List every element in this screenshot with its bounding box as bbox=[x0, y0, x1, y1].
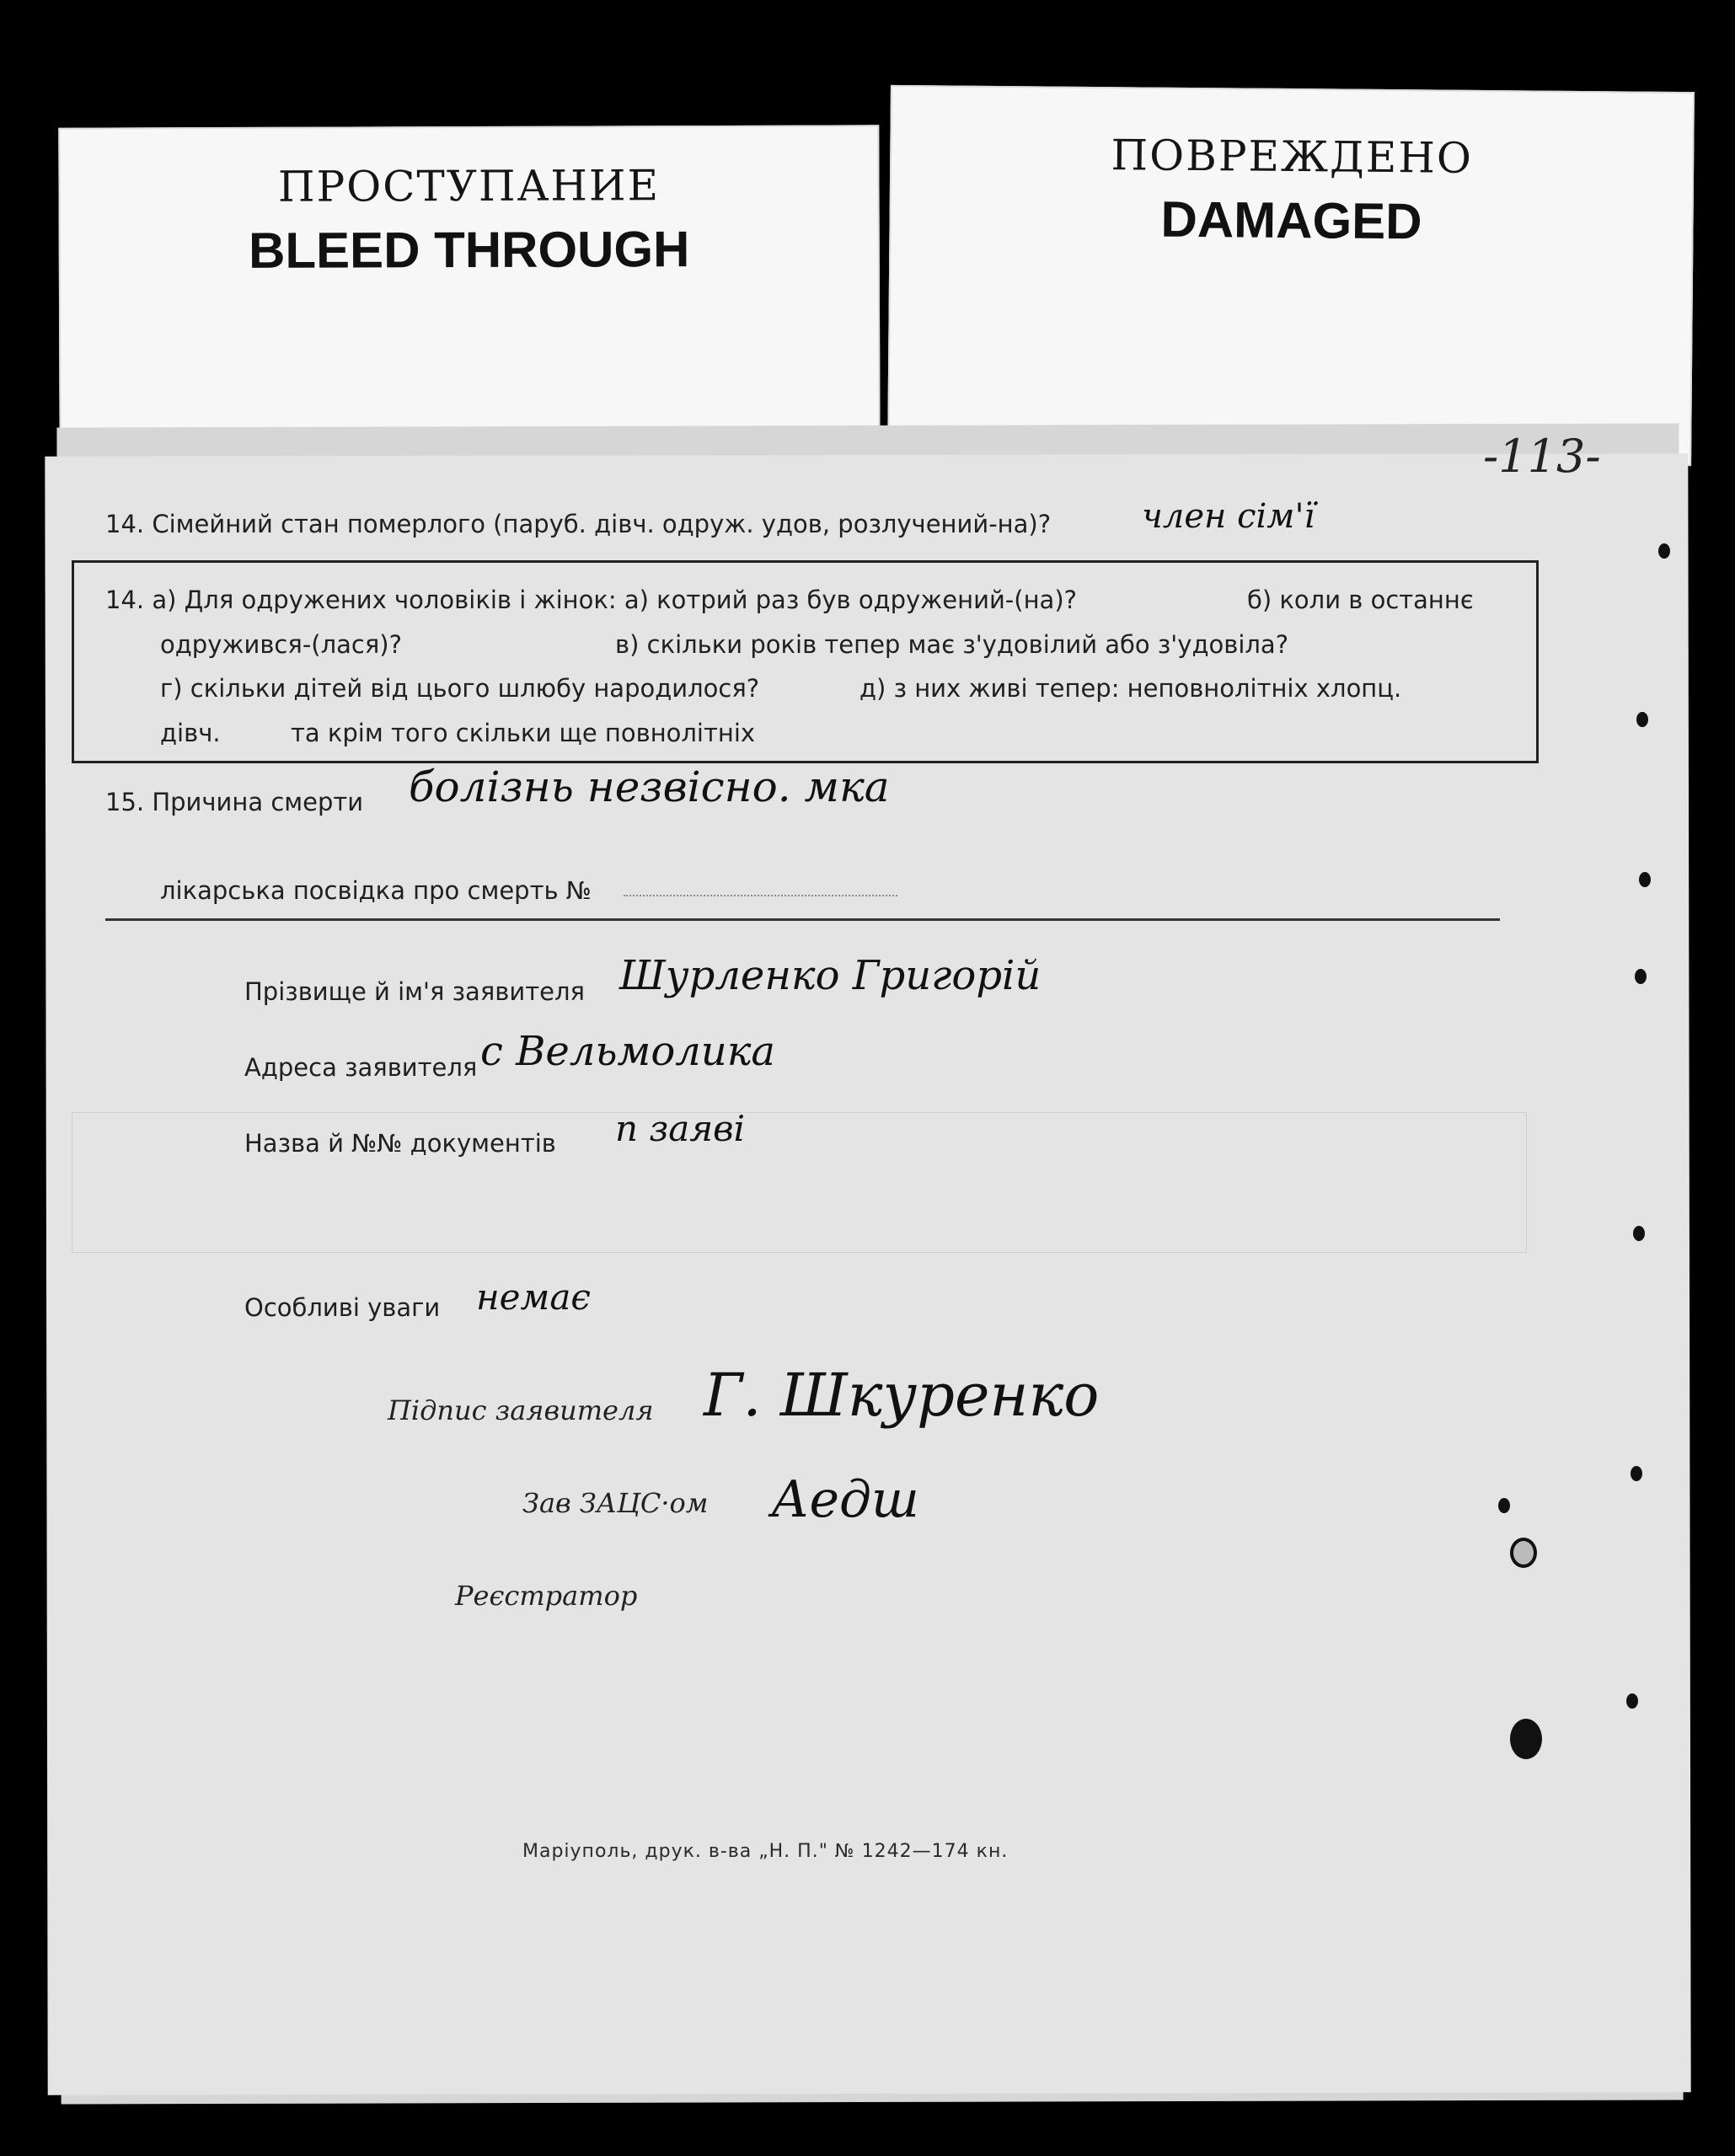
printer-imprint: Маріуполь, друк. в-ва „Н. П." № 1242—174 кн. bbox=[522, 1841, 1009, 1862]
punch-mark bbox=[1658, 543, 1670, 559]
punch-mark bbox=[1633, 1226, 1645, 1241]
q14a-line3: г) скільки дітей від цього шлюбу народилося? bbox=[160, 674, 760, 703]
q14a-line1-b: б) коли в останнє bbox=[1247, 586, 1474, 614]
q14a-line2-b: в) скільки років тепер має з'удовілий або з'удовіла? bbox=[615, 630, 1289, 659]
punch-mark bbox=[1636, 712, 1648, 727]
bleed-through-label-ru: ПРОСТУПАНИЕ bbox=[277, 161, 661, 211]
medical-certificate-dotted-line bbox=[624, 895, 897, 896]
zags-head-label: Зав ЗАЦС·ом bbox=[522, 1487, 709, 1519]
damaged-target-card bbox=[887, 85, 1695, 466]
punch-hole bbox=[1510, 1719, 1542, 1759]
applicant-name-value: Шурленко Григорій bbox=[619, 952, 1042, 999]
q15-cause-of-death-answer: болізнь незвісно. мка bbox=[409, 762, 890, 811]
special-notes-value: немає bbox=[476, 1276, 591, 1318]
punch-mark bbox=[1498, 1498, 1510, 1513]
special-notes-label: Особливі уваги bbox=[244, 1293, 441, 1322]
q14a-line4-b: та крім того скільки ще повнолітніх bbox=[291, 719, 756, 747]
punch-mark bbox=[1635, 969, 1647, 984]
punch-mark bbox=[1631, 1466, 1642, 1481]
zags-head-signature: Аедш bbox=[771, 1470, 919, 1529]
punch-hole bbox=[1510, 1538, 1537, 1568]
applicant-address-value: с Вельмолика bbox=[480, 1028, 775, 1075]
q15-cause-of-death-label: 15. Причина смерти bbox=[105, 788, 364, 816]
q14a-line4: дівч. bbox=[160, 719, 221, 747]
documents-value: п заяві bbox=[615, 1108, 746, 1149]
punch-mark bbox=[1639, 872, 1651, 887]
damaged-label-ru: ПОВРЕЖДЕНО bbox=[1111, 131, 1474, 183]
q14a-line2: одружився-(лася)? bbox=[160, 630, 402, 659]
q14-family-status-answer: член сім'ї bbox=[1142, 497, 1315, 536]
folio-number: -113- bbox=[1483, 430, 1601, 483]
registrar-label: Реєстратор bbox=[455, 1580, 638, 1612]
punch-mark bbox=[1626, 1693, 1638, 1709]
damaged-label-en: DAMAGED bbox=[1160, 190, 1422, 250]
applicant-signature: Г. Шкуренко bbox=[704, 1361, 1100, 1430]
q14a-line3-b: д) з них живі тепер: неповнолітніх хлопц. bbox=[859, 674, 1402, 703]
applicant-address-label: Адреса заявителя bbox=[244, 1053, 478, 1082]
q14a-line1: 14. а) Для одружених чоловіків і жінок: а) котрий раз був одружений-(на)? bbox=[105, 586, 1078, 614]
medical-certificate-label: лікарська посвідка про смерть № bbox=[160, 876, 592, 905]
section-divider bbox=[105, 918, 1500, 921]
documents-label: Назва й №№ документів bbox=[244, 1129, 556, 1158]
applicant-name-label: Прізвище й ім'я заявителя bbox=[244, 977, 585, 1006]
applicant-signature-label: Підпис заявителя bbox=[388, 1394, 654, 1426]
bleed-through-label-en: BLEED THROUGH bbox=[248, 221, 690, 279]
q14-family-status-label: 14. Сімейний стан померлого (паруб. дівч. одруж. удов, розлучений-на)? bbox=[105, 510, 1052, 538]
